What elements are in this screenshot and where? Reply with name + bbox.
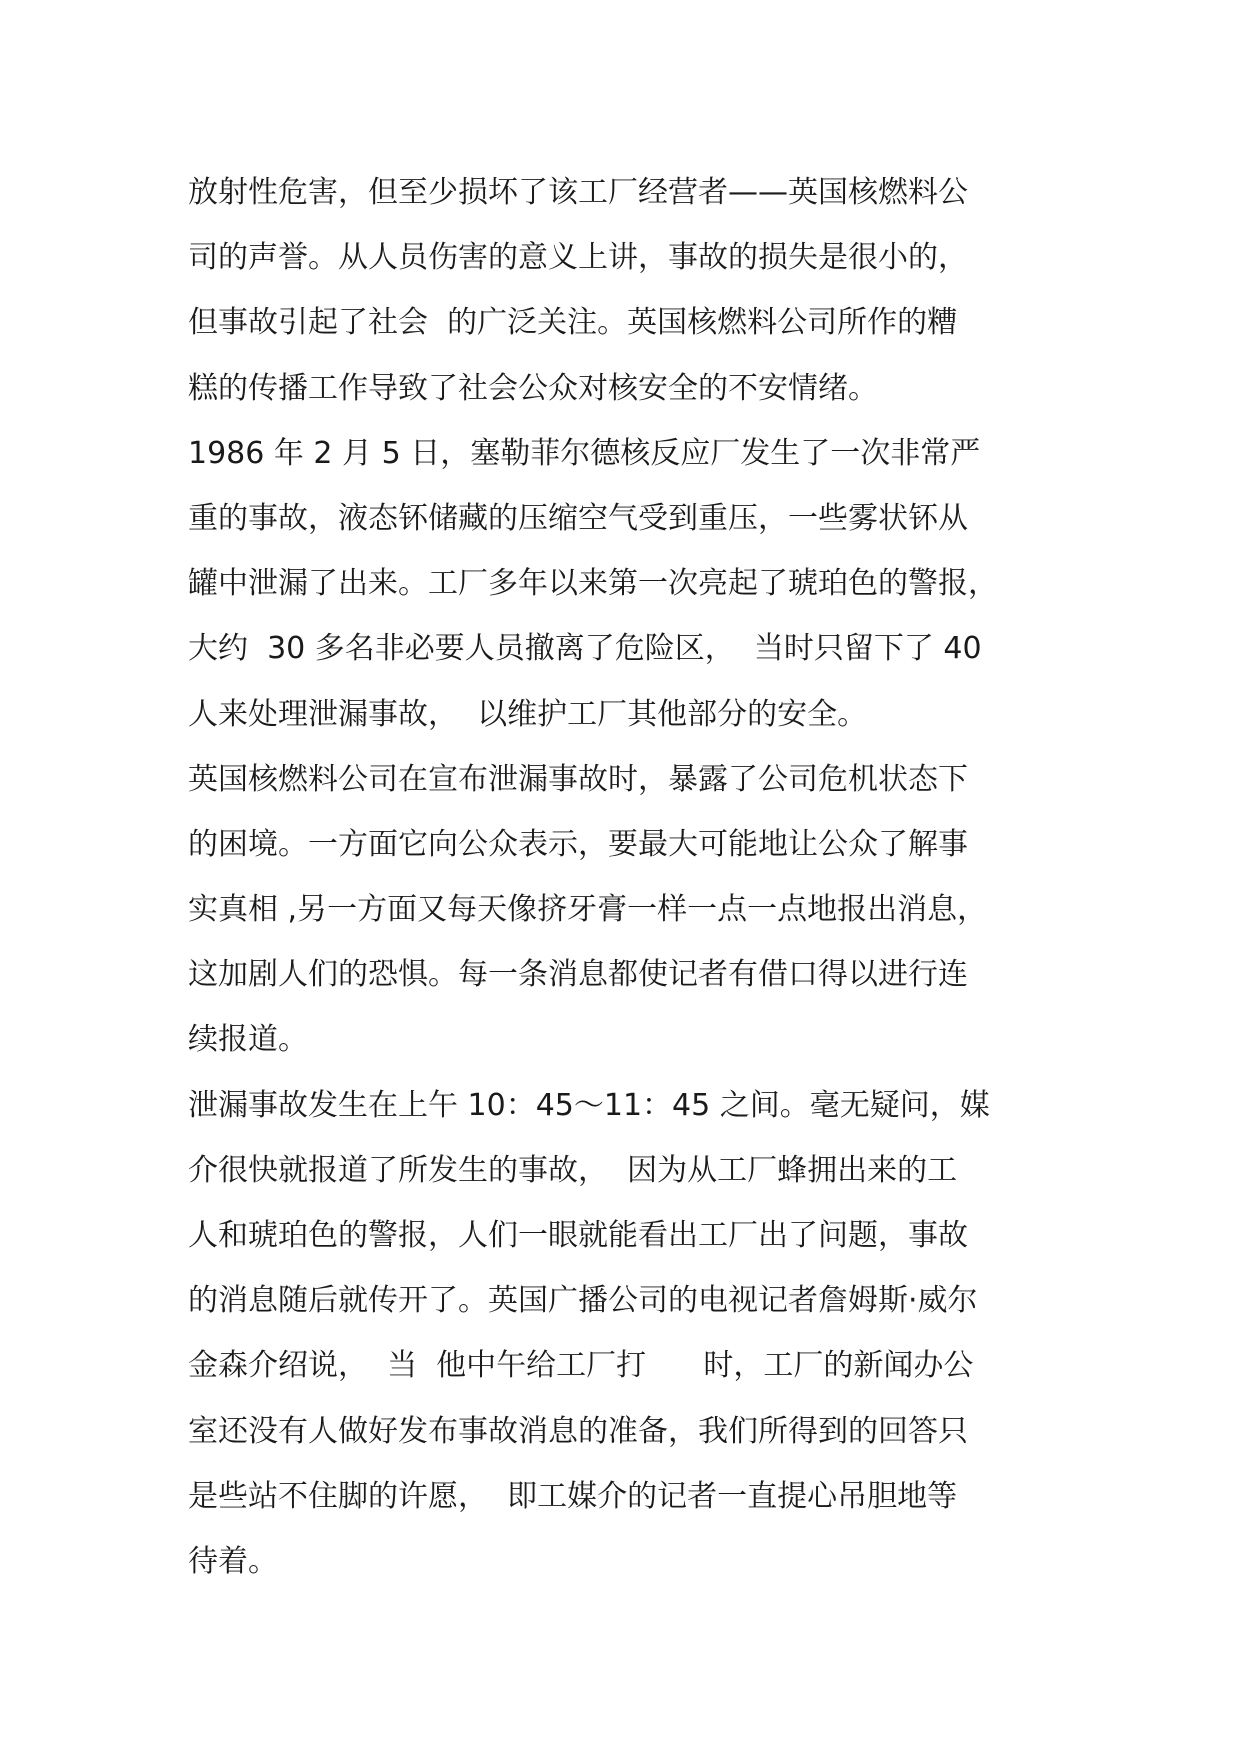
text-line: 但事故引起了社会 的广泛关注。英国核燃料公司所作的糟: [188, 305, 958, 341]
text-line: 糕的传播工作导致了社会公众对核安全的不安情绪。: [188, 370, 878, 406]
text-line: 室还没有人做好发布事故消息的准备，我们所得到的回答只: [188, 1413, 968, 1449]
text-line: 金森介绍说， 当 他中午给工厂打 时，工厂的新闻办公: [188, 1348, 974, 1384]
text-line: 续报道。: [188, 1022, 308, 1058]
text-line: 泄漏事故发生在上午 10：45～11：45 之间。毫无疑问，媒: [188, 1087, 990, 1123]
text-line: 1986 年 2 月 5 日，塞勒菲尔德核反应厂发生了一次非常严: [188, 435, 981, 471]
text-line: 这加剧人们的恐惧。每一条消息都使记者有借口得以进行连: [188, 957, 968, 993]
text-line: 罐中泄漏了出来。工厂多年以来第一次亮起了琥珀色的警报，: [188, 566, 998, 602]
text-line: 英国核燃料公司在宣布泄漏事故时，暴露了公司危机状态下: [188, 761, 968, 797]
text-line: 放射性危害，但至少损坏了该工厂经营者——英国核燃料公: [188, 175, 968, 210]
text-line: 的困境。一方面它向公众表示，要最大可能地让公众了解事: [188, 826, 968, 862]
body-text: [188, 160, 1068, 1594]
text-line: 司的声誉。从人员伤害的意义上讲，事故的损失是很小的，: [188, 240, 968, 276]
text-line: 大约 30 多名非必要人员撤离了危险区， 当时只留下了 40: [188, 631, 982, 667]
text-line: 重的事故，液态钚储藏的压缩空气受到重压，一些雾状钚从: [188, 500, 968, 536]
text-line: 介很快就报道了所发生的事故， 因为从工厂蜂拥出来的工: [188, 1152, 958, 1188]
text-line: 是些站不住脚的许愿， 即工媒介的记者一直提心吊胆地等: [188, 1478, 958, 1514]
text-line: 人来处理泄漏事故， 以维护工厂其他部分的安全。: [188, 696, 868, 732]
text-line: 人和琥珀色的警报，人们一眼就能看出工厂出了问题，事故: [188, 1218, 968, 1253]
text-line: 的消息随后就传开了。英国广播公司的电视记者詹姆斯·威尔: [188, 1283, 978, 1319]
text-line: 实真相 ,另一方面又每天像挤牙膏一样一点一点地报出消息，: [188, 892, 988, 928]
text-line: 待着。: [188, 1543, 278, 1579]
